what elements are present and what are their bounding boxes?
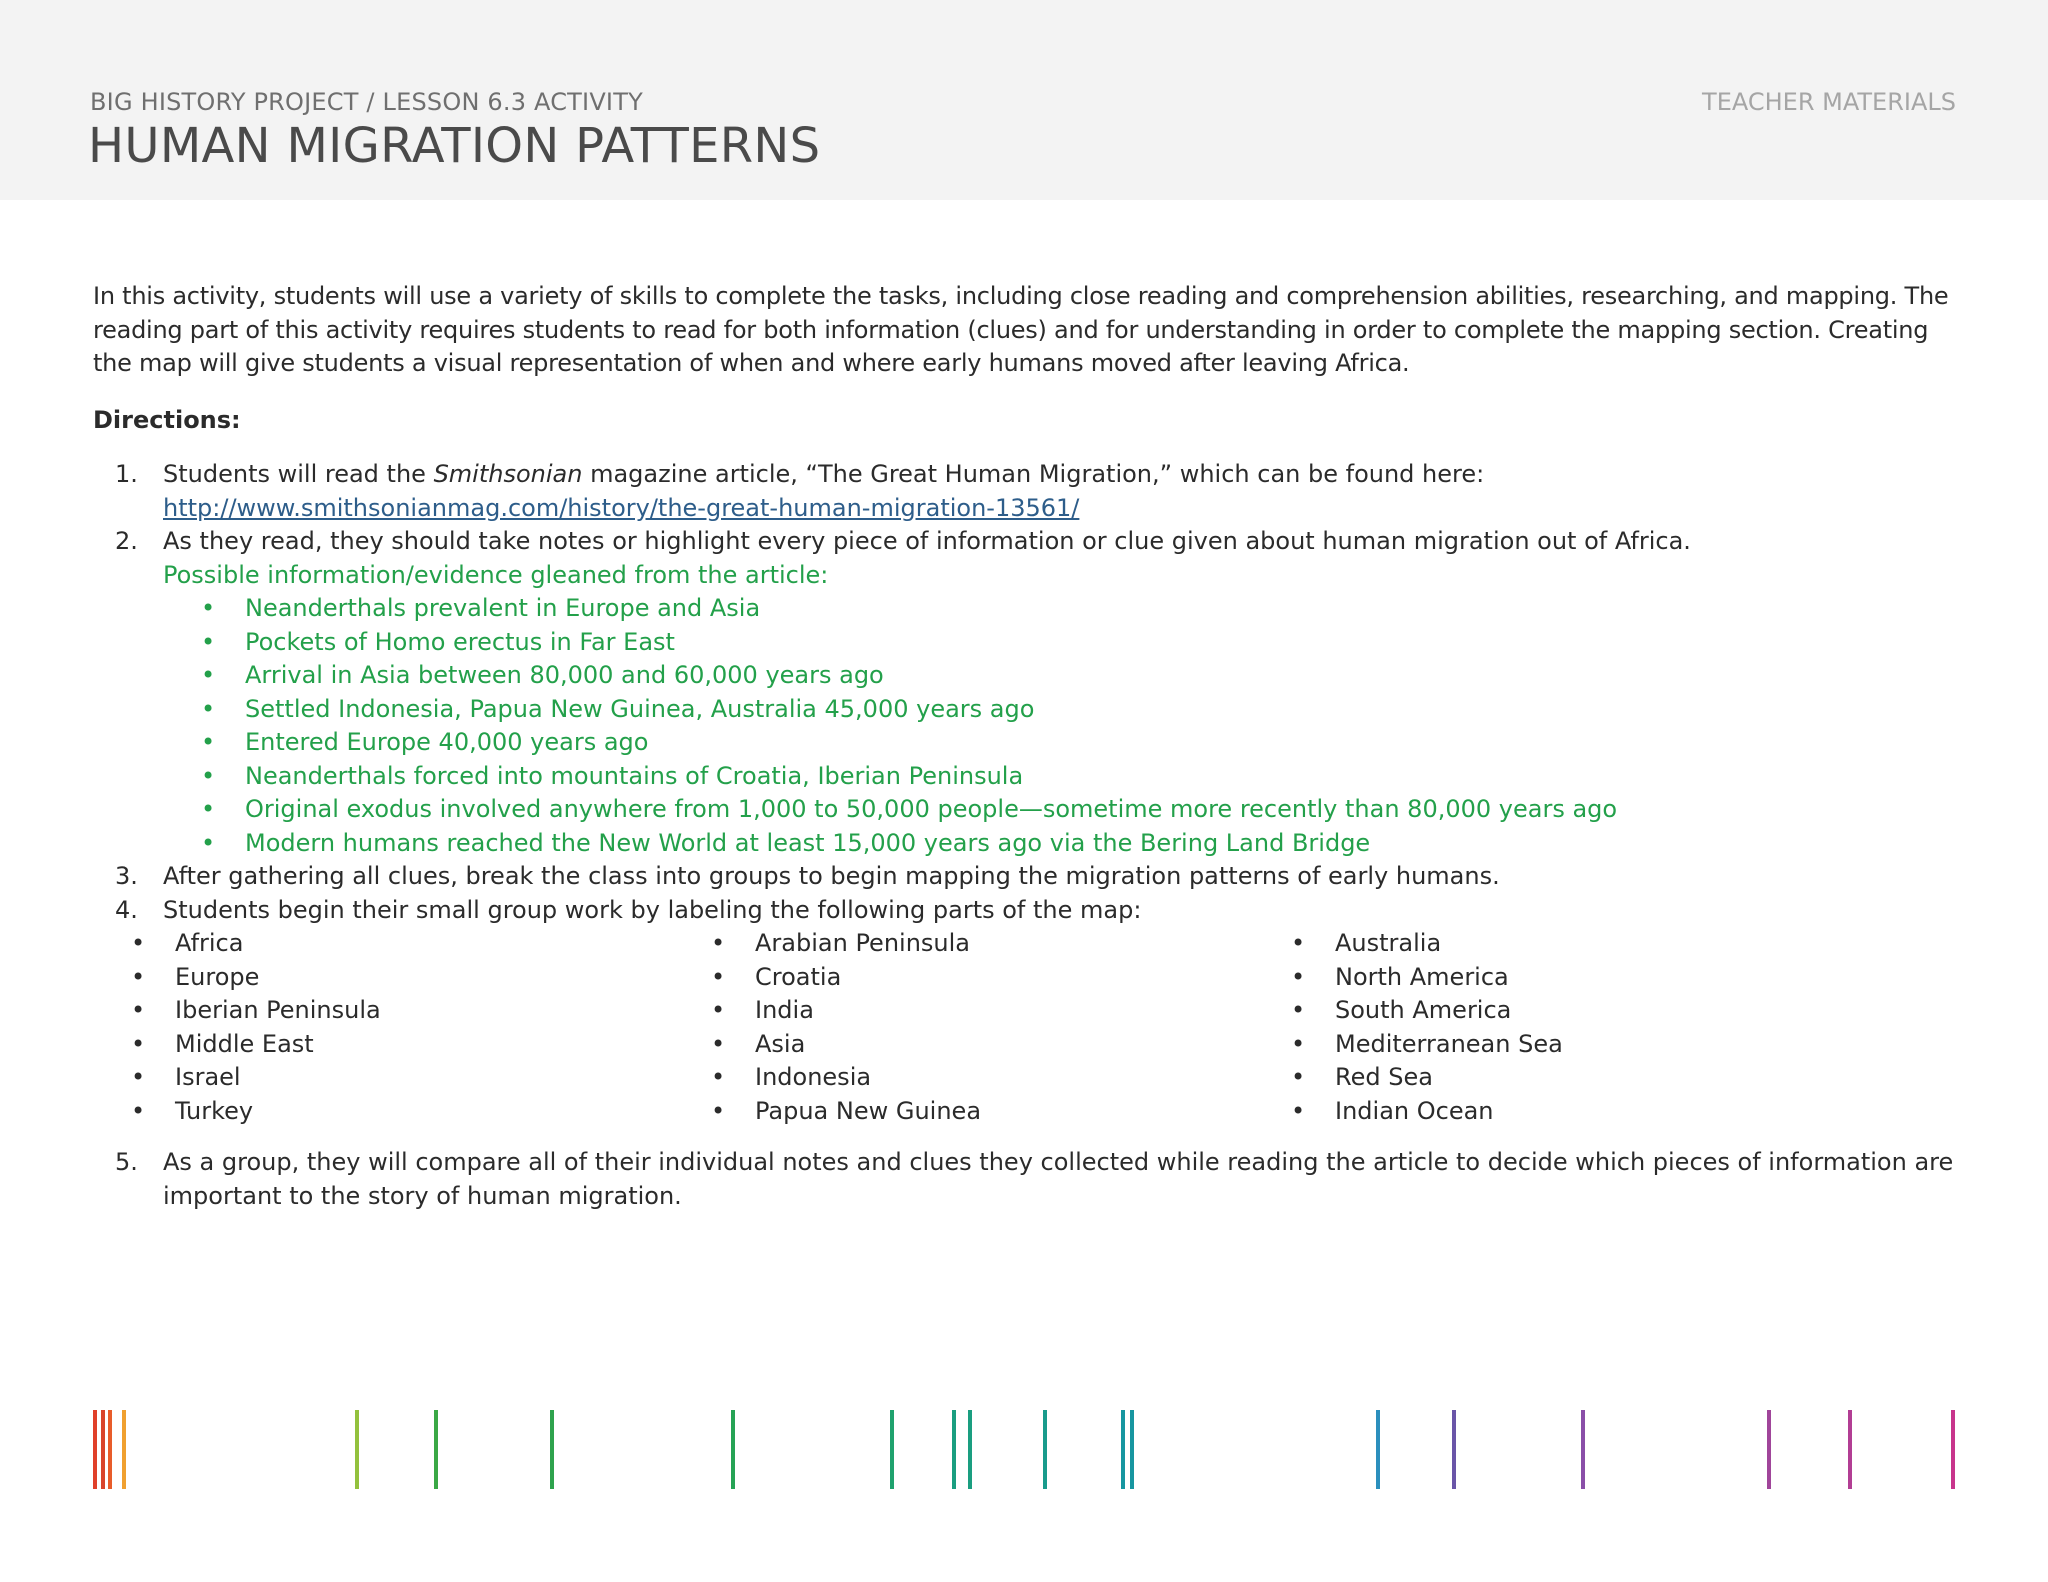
map-part-item: • Iberian Peninsula [93, 994, 673, 1028]
step-number: 5. [115, 1148, 138, 1176]
map-part-item: • India [673, 994, 1253, 1028]
clue-item: • Neanderthals prevalent in Europe and Asia [163, 592, 1963, 626]
clue-item: • Neanderthals forced into mountains of Croatia, Iberian Peninsula [163, 760, 1963, 794]
intro-paragraph: In this activity, students will use a variety of skills to complete the tasks, including close reading and comprehension abilities, researching, and mapping. The reading part of this activity requires students to read for both information (clues) and for understanding in order to complete the mapping section. Creating the map will give students a visual representation of when and where early humans moved after leaving Africa. [93, 282, 1949, 377]
bullet-icon: • [711, 929, 726, 957]
timeline-bar [1767, 1410, 1771, 1489]
step-number: 1. [115, 460, 138, 488]
bullet-icon: • [131, 1096, 146, 1125]
map-part-item: • Arabian Peninsula [673, 927, 1253, 961]
bullet-icon: • [201, 795, 216, 823]
bullet-icon: • [201, 761, 216, 790]
timeline-bar [1452, 1410, 1456, 1489]
map-part-item: • Papua New Guinea [673, 1095, 1253, 1129]
timeline-bar [122, 1410, 126, 1489]
bullet-icon: • [1291, 996, 1306, 1024]
map-part-item: • Indonesia [673, 1061, 1253, 1095]
map-part-item: • Africa [93, 927, 673, 961]
map-part-item: • Turkey [93, 1095, 673, 1129]
step-4 [93, 894, 1963, 1147]
bullet-icon: • [1291, 1029, 1306, 1058]
bullet-icon: • [201, 828, 216, 857]
map-part-item: • North America [1253, 961, 1833, 995]
timeline-bar [101, 1410, 105, 1489]
bullet-icon: • [711, 1096, 726, 1125]
timeline-bar [1376, 1410, 1380, 1489]
step-1 [93, 458, 1963, 525]
timeline-bar [1121, 1410, 1125, 1489]
teacher-materials-label: TEACHER MATERIALS [1702, 88, 1956, 116]
timeline-bar [93, 1410, 97, 1489]
step-1-text-pre: Students will read the [163, 460, 434, 488]
clue-item: • Entered Europe 40,000 years ago [163, 726, 1963, 760]
timeline-bar [108, 1410, 112, 1489]
map-part-item: • Asia [673, 1028, 1253, 1062]
bullet-icon: • [1291, 1096, 1306, 1125]
map-parts-column-3 [1253, 927, 1833, 1128]
step-2-text: As they read, they should take notes or highlight every piece of information or clue given about human migration out of Africa. [163, 527, 1691, 555]
step-number: 4. [115, 895, 138, 924]
step-number: 3. [115, 862, 138, 890]
clue-item: • Settled Indonesia, Papua New Guinea, Australia 45,000 years ago [163, 693, 1963, 727]
timeline-bar [434, 1410, 438, 1489]
bullet-icon: • [1291, 1063, 1306, 1091]
step-3 [93, 860, 1963, 894]
bullet-icon: • [711, 1063, 726, 1091]
timeline-bar [1848, 1410, 1852, 1489]
bullet-icon: • [201, 728, 216, 756]
timeline-bar [952, 1410, 956, 1489]
bullet-icon: • [711, 996, 726, 1024]
directions-heading: Directions: [93, 405, 241, 434]
bullet-icon: • [201, 594, 216, 622]
page-header [0, 0, 2048, 200]
bullet-icon: • [711, 1029, 726, 1058]
timeline-bar [1043, 1410, 1047, 1489]
publication-name: Smithsonian [433, 460, 583, 488]
step-1-text-post: magazine article, “The Great Human Migration,” which can be found here: [582, 460, 1485, 488]
timeline-bar [890, 1410, 894, 1489]
map-part-item: • Red Sea [1253, 1061, 1833, 1095]
bullet-icon: • [131, 962, 146, 991]
map-part-item: • Mediterranean Sea [1253, 1028, 1833, 1062]
timeline-bar [1130, 1410, 1134, 1489]
map-parts-column-2 [673, 927, 1253, 1128]
timeline-bar [550, 1410, 554, 1489]
map-part-item: • Indian Ocean [1253, 1095, 1833, 1129]
step-5 [93, 1146, 1963, 1213]
map-part-item: • Middle East [93, 1028, 673, 1062]
clue-item: • Arrival in Asia between 80,000 and 60,000 years ago [163, 659, 1963, 693]
bullet-icon: • [711, 962, 726, 991]
bullet-icon: • [201, 694, 216, 723]
step-2 [93, 525, 1963, 860]
map-part-item: • South America [1253, 994, 1833, 1028]
page-title: HUMAN MIGRATION PATTERNS [88, 118, 821, 174]
bullet-icon: • [201, 661, 216, 689]
map-part-item: • Europe [93, 961, 673, 995]
map-part-item: • Israel [93, 1061, 673, 1095]
step-3-text: After gathering all clues, break the class into groups to begin mapping the migration patterns of early humans. [163, 862, 1500, 890]
directions-list [93, 458, 1963, 1213]
clue-item: • Original exodus involved anywhere from 1,000 to 50,000 people—sometime more recently than 80,000 years ago [163, 793, 1963, 827]
bullet-icon: • [1291, 929, 1306, 957]
clue-item: • Modern humans reached the New World at least 15,000 years ago via the Bering Land Bridge [163, 827, 1963, 861]
timeline-color-bars [0, 1410, 2048, 1490]
timeline-bar [731, 1410, 735, 1489]
map-parts-columns [93, 927, 1903, 1146]
clue-list [163, 592, 1963, 860]
timeline-bar [1581, 1410, 1585, 1489]
map-parts-column-1 [93, 927, 673, 1128]
bullet-icon: • [131, 929, 146, 957]
timeline-bar [968, 1410, 972, 1489]
bullet-icon: • [1291, 962, 1306, 991]
clue-item: • Pockets of Homo erectus in Far East [163, 626, 1963, 660]
article-link[interactable]: http://www.smithsonianmag.com/history/the-great-human-migration-13561/ [163, 493, 1080, 522]
map-part-item: • Australia [1253, 927, 1833, 961]
bullet-icon: • [131, 996, 146, 1024]
timeline-bar [1951, 1410, 1955, 1489]
bullet-icon: • [131, 1063, 146, 1091]
map-part-item: • Croatia [673, 961, 1253, 995]
document-body [93, 280, 1963, 1213]
evidence-label: Possible information/evidence gleaned from the article: [163, 560, 829, 589]
bullet-icon: • [201, 627, 216, 656]
bullet-icon: • [131, 1029, 146, 1058]
lesson-kicker: BIG HISTORY PROJECT / LESSON 6.3 ACTIVITY [90, 88, 643, 116]
step-5-text: As a group, they will compare all of their individual notes and clues they collected while reading the article to decide which pieces of information are important to the story of human migration. [163, 1148, 1954, 1210]
timeline-bar [355, 1410, 359, 1489]
step-number: 2. [115, 527, 138, 555]
step-4-text: Students begin their small group work by labeling the following parts of the map: [163, 895, 1142, 924]
